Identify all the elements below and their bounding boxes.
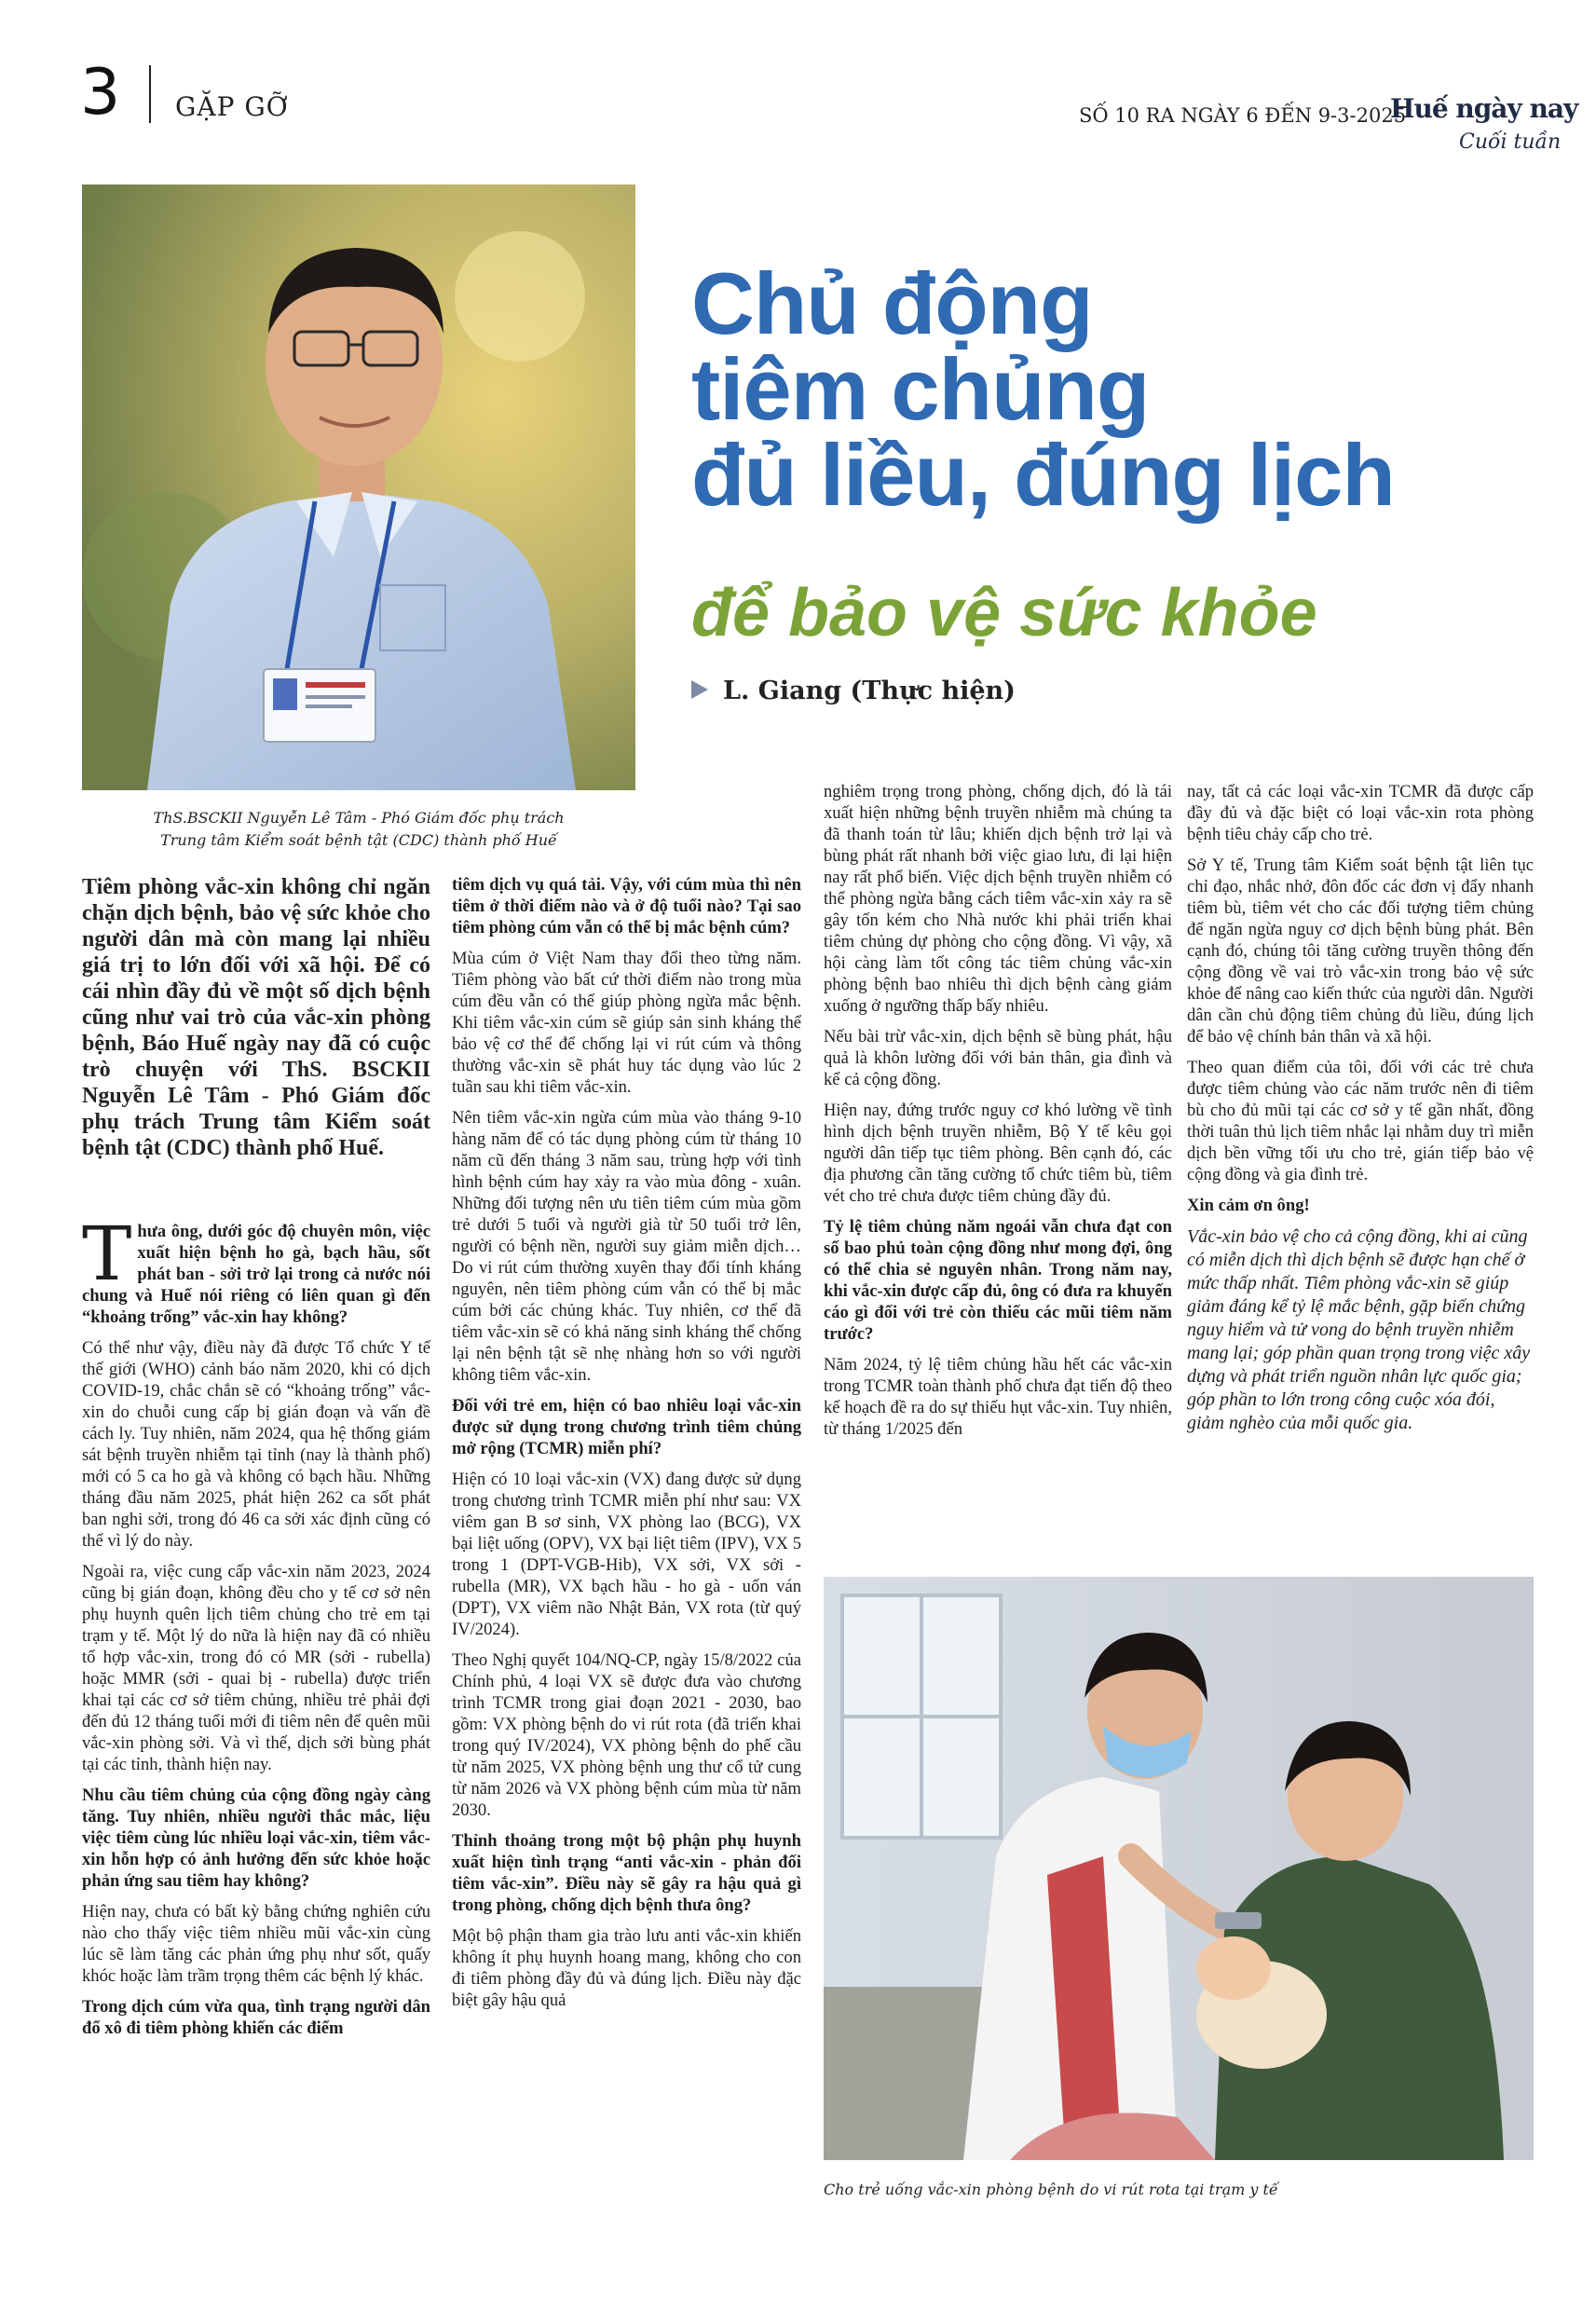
play-triangle-icon (691, 680, 708, 699)
article-column-3 (824, 781, 1172, 1449)
question-3-start: Trong dịch cúm vừa qua, tình trạng người dân đổ xô đi tiêm phòng khiến các điểm (82, 1997, 430, 2038)
answer-paragraph: Theo quan điểm của tôi, đối với các trẻ chưa được tiêm chủng vào các năm trước nên đi tiêm bù cho đủ mũi tại các cơ sở y tế gần nhất, đồng thời tuân thủ lịch tiêm nhắc lại nhằm duy trì miễn dịch bền vững tối ưu cho trẻ, gián tiếp bảo vệ cộng đồng và gia đình trẻ. (1187, 1058, 1534, 1184)
lead-paragraph: Tiêm phòng vắc-xin không chỉ ngăn chặn dịch bệnh, bảo vệ sức khỏe cho người dân mà còn mang lại nhiều giá trị to lớn đối với xã hội. Để có cái nhìn đầy đủ về một số dịch bệnh cũng như vai trò của vắc-xin phòng bệnh, Báo Huế ngày nay đã có cuộc trò chuyện với ThS. BSCKII Nguyễn Lê Tâm - Phó Giám đốc phụ trách Trung tâm Kiểm soát bệnh tật (CDC) thành phố Huế. (82, 875, 430, 1160)
portrait-photo-icon (82, 185, 635, 790)
question-5: Thỉnh thoảng trong một bộ phận phụ huynh xuất hiện tình trạng “anti vắc-xin - phản đối tiêm vắc-xin”. Điều này sẽ gây ra hậu quả gì trong phòng, chống dịch bệnh thưa ông? (452, 1831, 801, 1915)
article-column-1 (82, 1211, 430, 2048)
brand-logo: Huế ngày nay (1390, 93, 1578, 124)
question-4: Đối với trẻ em, hiện có bao nhiêu loại vắc-xin được sử dụng trong chương trình tiêm chủng mở rộng (TCMR) miễn phí? (452, 1396, 801, 1458)
answer-paragraph: Hiện có 10 loại vắc-xin (VX) đang được sử dụng trong chương trình TCMR miễn phí như sau: VX viêm gan B sơ sinh, VX phòng lao (BCG), VX bại liệt uống (OPV), VX bại liệt tiêm (IPV), VX 5 trong 1 (DPT-VGB-Hib), VX sởi, VX sởi - rubella (MR), VX bạch hầu - ho gà - uốn ván (DPT), VX viêm não Nhật Bản, VX rota (từ quý IV/2024). (452, 1470, 801, 1639)
headline-line1: Chủ động (691, 254, 1093, 352)
answer-paragraph: Có thể như vậy, điều này đã được Tổ chức Y tế thế giới (WHO) cảnh báo năm 2020, khi có dịch COVID-19, chắc chắn sẽ có “khoảng trống” vắc-xin do chuỗi cung cấp bị gián đoạn và vấn đề cách ly. Tuy nhiên, năm 2024, qua hệ thống giám sát bệnh truyền nhiễm tại tỉnh (nay là thành phố) mới có 5 ca ho gà và không có bạch hầu. Những tháng đầu năm 2025, phát hiện 262 ca sốt phát ban nghi sởi, trong đó 46 ca sởi xác định cũng có thể vì lý do này. (82, 1338, 430, 1551)
headline (691, 254, 1558, 524)
answer-paragraph: Hiện nay, chưa có bất kỳ bằng chứng nghiên cứu nào cho thấy việc tiêm nhiều mũi vắc-xin cùng lúc sẽ làm tăng các phản ứng phụ như sốt, quấy khóc hoặc làm trầm trọng thêm các bệnh lý khác. (82, 1902, 430, 1986)
byline-text: L. Giang (Thực hiện) (723, 677, 1016, 705)
drop-cap: T (82, 1211, 132, 1297)
answer-paragraph: Nếu bài trừ vắc-xin, dịch bệnh sẽ bùng phát, hậu quả là khôn lường đối với bản thân, gia đình và kể cả cộng đồng. (824, 1027, 1172, 1089)
subheadline: để bảo vệ sức khỏe (691, 576, 1317, 650)
question-3-end: tiêm dịch vụ quá tải. Vậy, với cúm mùa thì nên tiêm ở thời điểm nào và ở độ tuổi nào? Tại sao tiêm phòng cúm vẫn có thể bị mắc bệnh cúm? (452, 875, 801, 937)
answer-paragraph: nay, tất cả các loại vắc-xin TCMR đã được cấp đầy đủ và đặc biệt có loại vắc-xin rota phòng bệnh tiêu chảy cấp cho trẻ. (1187, 782, 1534, 844)
pull-quote: Vắc-xin bảo vệ cho cả cộng đồng, khi ai cũng có miễn dịch thì dịch bệnh sẽ được hạn chế ở mức thấp nhất. Tiêm phòng vắc-xin sẽ giúp giảm đáng kể tỷ lệ mắc bệnh, gặp biến chứng nguy hiểm và tử vong do bệnh truyền nhiễm mang lại; góp phần quan trọng trong việc xây dựng và phát triển nguồn nhân lực quốc gia; góp phần to lớn trong công cuộc xóa đói, giảm nghèo của mỗi quốc gia. (1187, 1226, 1531, 1433)
question-1-text: hưa ông, dưới góc độ chuyên môn, việc xuất hiện bệnh ho gà, bạch hầu, sốt phát ban - sởi trở lại trong cả nước nói chung và Huế nói riêng có liên quan gì đến “khoảng trống” vắc-xin hay không? (82, 1222, 430, 1327)
headline-line3: đủ liều, đúng lịch (691, 426, 1395, 524)
portrait-photo (82, 185, 635, 790)
header-divider (149, 65, 151, 123)
answer-paragraph: Năm 2024, tỷ lệ tiêm chủng hầu hết các vắc-xin trong TCMR toàn thành phố chưa đạt tiến độ theo kế hoạch đề ra do sự thiếu hụt vắc-xin. Tuy nhiên, từ tháng 1/2025 đến (824, 1355, 1172, 1439)
vaccination-caption: Cho trẻ uống vắc-xin phòng bệnh do vi rút rota tại trạm y tế (824, 2181, 1278, 2198)
vaccination-photo-icon (824, 1577, 1534, 2160)
vaccination-photo (824, 1577, 1534, 2160)
question-1 (82, 1211, 430, 1328)
answer-paragraph: Theo Nghị quyết 104/NQ-CP, ngày 15/8/2022 của Chính phủ, 4 loại VX sẽ được đưa vào chương trình TCMR trong giai đoạn 2021 - 2030, bao gồm: VX phòng bệnh do vi rút rota (đã triển khai trong quý IV/2024), VX phòng bệnh do phế cầu từ năm 2025, VX phòng bệnh ung thư cổ tử cung từ năm 2026 và VX phòng bệnh cúm mùa từ năm 2030. (452, 1650, 801, 1820)
answer-paragraph: Một bộ phận tham gia trào lưu anti vắc-xin khiến không ít phụ huynh hoang mang, không cho con đi tiêm phòng đầy đủ và đúng lịch. Điều này đặc biệt gây hậu quả (452, 1926, 801, 2010)
headline-line2: tiêm chủng (691, 340, 1150, 438)
page-number: 3 (80, 56, 121, 130)
answer-paragraph: Mùa cúm ở Việt Nam thay đổi theo từng năm. Tiêm phòng vào bất cứ thời điểm nào trong mùa cúm đều vẫn có thể giúp phòng ngừa mắc bệnh. Khi tiêm vắc-xin cúm sẽ giúp sản sinh kháng thể bảo vệ cơ thể để chống lại vi rút cúm và thông thường vắc-xin sẽ phát huy tác dụng vào lúc 2 tuần sau khi tiêm vắc-xin. (452, 949, 801, 1097)
closing-thanks: Xin cảm ơn ông! (1187, 1196, 1310, 1215)
section-label: GẶP GỠ (175, 91, 289, 122)
issue-date: SỐ 10 RA NGÀY 6 ĐẾN 9-3-2025 (1079, 104, 1407, 127)
portrait-caption-line1: ThS.BSCKII Nguyễn Lê Tâm - Phó Giám đốc phụ trách (153, 809, 565, 827)
answer-paragraph: Nên tiêm vắc-xin ngừa cúm mùa vào tháng 9-10 hàng năm để có tác dụng phòng cúm từ tháng 10 năm cũ đến tháng 3 năm sau, trùng hợp với tình hình bệnh cúm hay xảy ra vào mùa đông - xuân. Những đối tượng nên ưu tiên tiêm cúm mùa gồm trẻ dưới 5 tuổi và người già từ 50 tuổi trở lên, người có bệnh nền, người suy giảm miễn dịch… Do vi rút cúm thường xuyên thay đổi tính kháng nguyên, nên tiêm phòng cúm vẫn có thể bị mắc cúm bởi các chủng khác. Tuy nhiên, cơ thể đã tiêm vắc-xin sẽ có khả năng sinh kháng thể chống lại nên bệnh tật sẽ nhẹ nhàng hơn so với người không tiêm vắc-xin. (452, 1108, 801, 1385)
brand-logo-sub: Cuối tuần (1459, 130, 1562, 154)
article-column-2 (452, 874, 801, 2020)
question-6: Tỷ lệ tiêm chủng năm ngoái vẫn chưa đạt con số bao phủ toàn cộng đồng như mong đợi, ông có thể chia sẻ nguyên nhân. Trong năm nay, khi vắc-xin được cấp đủ, ông có đưa ra khuyến cáo gì đối với trẻ còn thiếu các mũi tiêm năm trước? (824, 1217, 1172, 1344)
answer-paragraph: Sở Y tế, Trung tâm Kiểm soát bệnh tật liên tục chỉ đạo, nhắc nhở, đôn đốc các đơn vị đẩy nhanh tiêm bù, tiêm vét cho các đối tượng tiêm chủng để ngăn ngừa nguy cơ dịch bệnh bùng phát. Bên cạnh đó, chúng tôi tăng cường truyền thông đến cộng đồng về vai trò vắc-xin trong bảo vệ sức khỏe để nâng cao kiến thức của người dân. Người dân cần chủ động tiêm chủng đủ liều, đúng lịch để bảo vệ chính bản thân và xã hội. (1187, 855, 1534, 1047)
answer-paragraph: Hiện nay, đứng trước nguy cơ khó lường về tình hình dịch bệnh truyền nhiễm, Bộ Y tế kêu gọi người dân tiếp tục tiêm phòng. Bên cạnh đó, các địa phương cần tăng cường tổ chức tiêm bù, tiêm vét cho trẻ chưa được tiêm chủng đầy đủ. (824, 1101, 1172, 1206)
byline (691, 677, 1016, 705)
question-2: Nhu cầu tiêm chủng của cộng đồng ngày càng tăng. Tuy nhiên, nhiều người thắc mắc, liệu việc tiêm cùng lúc nhiều loại vắc-xin, tiêm vắc-xin hỗn hợp có ảnh hưởng đến sức khỏe hoặc phản ứng sau tiêm hay không? (82, 1785, 430, 1891)
portrait-caption-line2: Trung tâm Kiểm soát bệnh tật (CDC) thành phố Huế (160, 831, 557, 849)
answer-paragraph: Ngoài ra, việc cung cấp vắc-xin năm 2023, 2024 cũng bị gián đoạn, không đều cho y tế cơ sở nên phụ huynh quên lịch tiêm chủng cho trẻ em tại trạm y tế. Một lý do nữa là hiện nay đã có nhiều tổ hợp vắc-xin, trong đó có MR (sởi - rubella) hoặc MMR (sởi - quai bị - rubella) được triển khai tại các cơ sở tiêm chủng, nhiều trẻ phải đợi đến đủ 12 tháng tuổi mới đi tiêm nên để quên mũi vắc-xin phòng sởi. Và vì thế, dịch sởi bùng phát tại các tỉnh, thành hiện nay. (82, 1562, 430, 1774)
portrait-caption (82, 807, 635, 852)
article-column-4 (1187, 781, 1534, 1444)
answer-paragraph: nghiêm trọng trong phòng, chống dịch, đó là tái xuất hiện những bệnh truyền nhiễm mà chúng ta đã thanh toán từ lâu; khiến dịch bệnh trở lại và bùng phát rất nhanh bởi việc giao lưu, đi lại hiện nay rất phổ biến. Việc dịch bệnh truyền nhiễm có thể phòng ngừa bằng cách tiêm vắc-xin xảy ra sẽ gây tốn kém cho Nhà nước khi phải triển khai tiêm chủng dự phòng cho cộng đồng. Vì vậy, xã hội càng làm tốt công tác tiêm chủng vắc-xin phòng bệnh bao nhiêu thì dịch bệnh càng giảm xuống ở ngưỡng thấp bấy nhiêu. (824, 782, 1172, 1016)
